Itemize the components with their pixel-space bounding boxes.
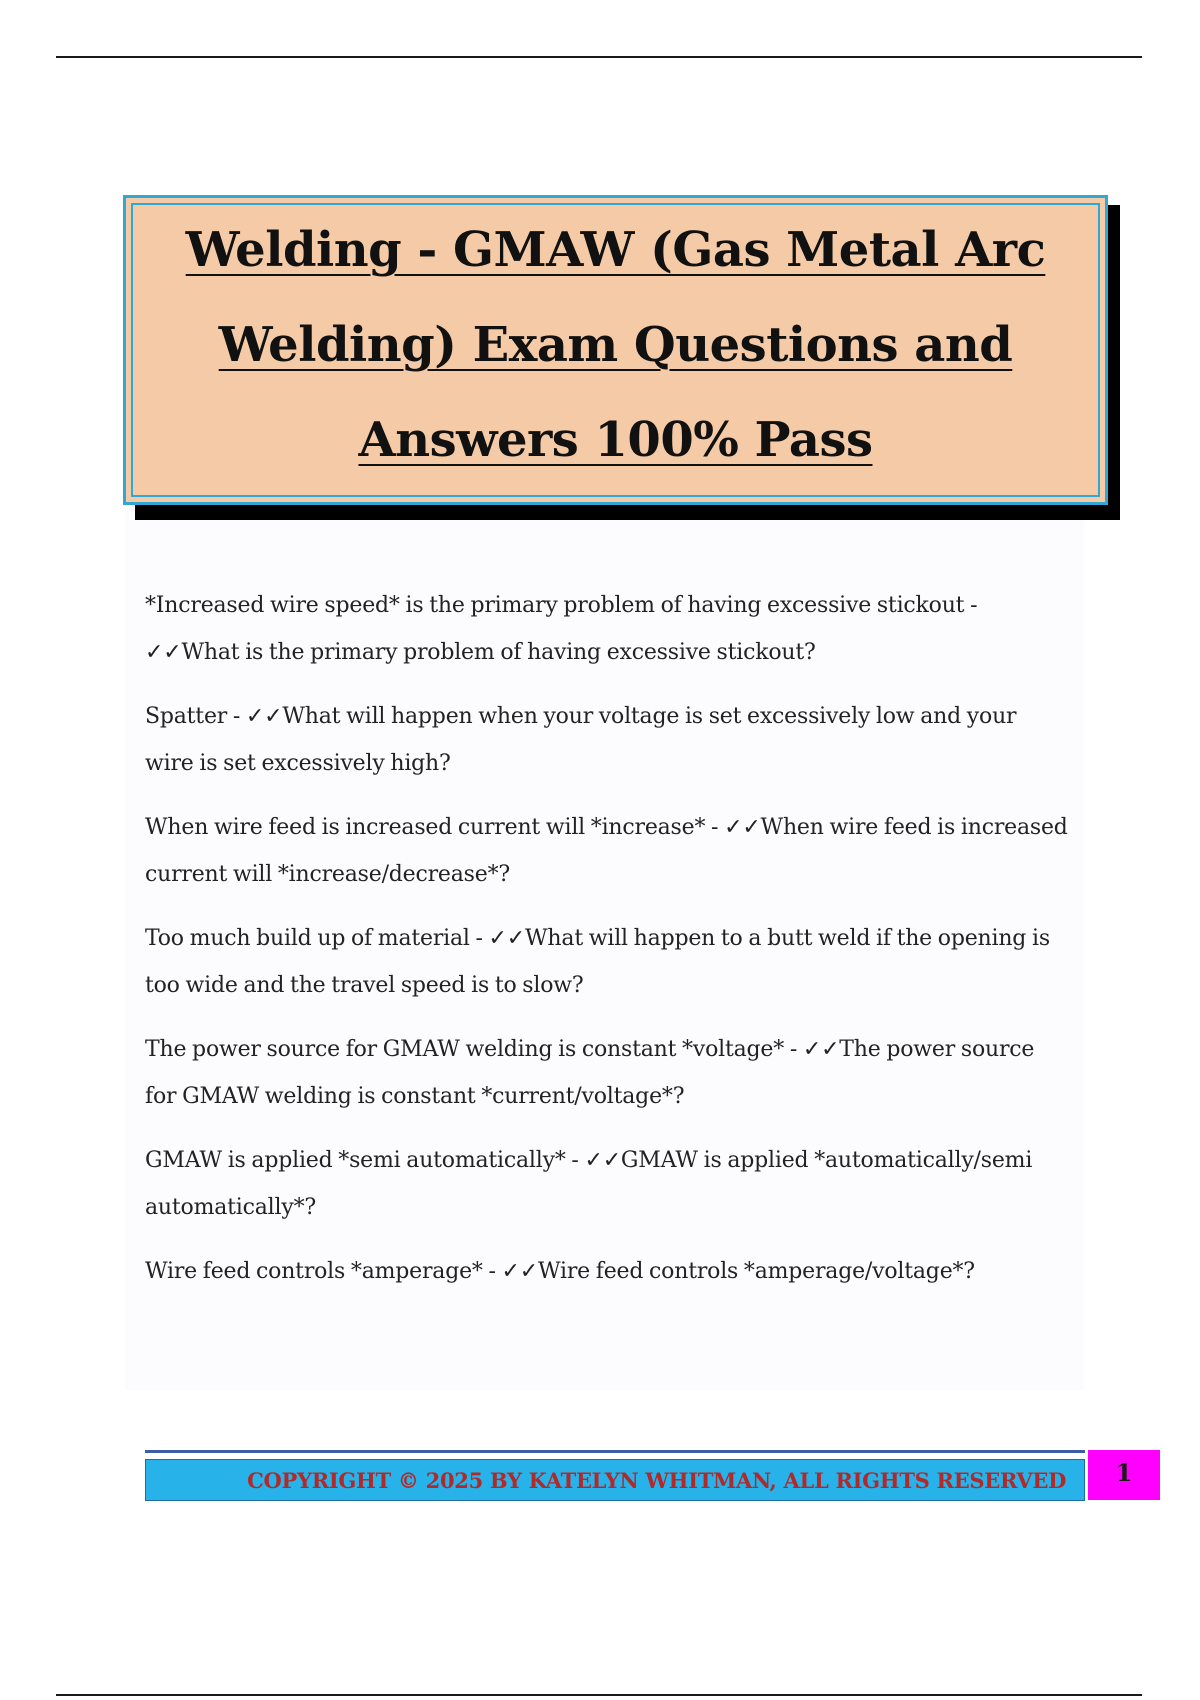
copyright-notice: COPYRIGHT © 2025 BY KATELYN WHITMAN, ALL RIGHTS RESERVED xyxy=(247,1468,1066,1493)
qa-list xyxy=(145,583,1070,1314)
qa-item: Too much build up of material - ✓✓What will happen to a butt weld if the opening is too wide and the travel speed is to slow? xyxy=(145,926,1050,998)
page-number-box xyxy=(1088,1450,1160,1500)
page-number: 1 xyxy=(1115,1458,1133,1487)
title-box xyxy=(123,195,1108,505)
qa-item: *Increased wire speed* is the primary problem of having excessive stickout - ✓✓What is the primary problem of having excessive stickout? xyxy=(145,593,978,665)
bottom-rule xyxy=(56,1694,1142,1696)
qa-item: The power source for GMAW welding is constant *voltage* - ✓✓The power source for GMAW welding is constant *current/voltage*? xyxy=(145,1037,1035,1109)
footer-rule xyxy=(145,1450,1085,1453)
qa-item: Wire feed controls *amperage* - ✓✓Wire feed controls *amperage/voltage*? xyxy=(145,1259,975,1284)
top-rule xyxy=(56,56,1142,58)
qa-item: Spatter - ✓✓What will happen when your voltage is set excessively low and your wire is set excessively high? xyxy=(145,704,1017,776)
qa-item: When wire feed is increased current will *increase* - ✓✓When wire feed is increased current will *increase/decrease*? xyxy=(145,815,1068,887)
footer-bar xyxy=(145,1459,1085,1501)
qa-item: GMAW is applied *semi automatically* - ✓✓GMAW is applied *automatically/semi automatically*? xyxy=(145,1148,1033,1220)
document-title: Welding - GMAW (Gas Metal Arc Welding) Exam Questions and Answers 100% Pass xyxy=(185,222,1046,468)
